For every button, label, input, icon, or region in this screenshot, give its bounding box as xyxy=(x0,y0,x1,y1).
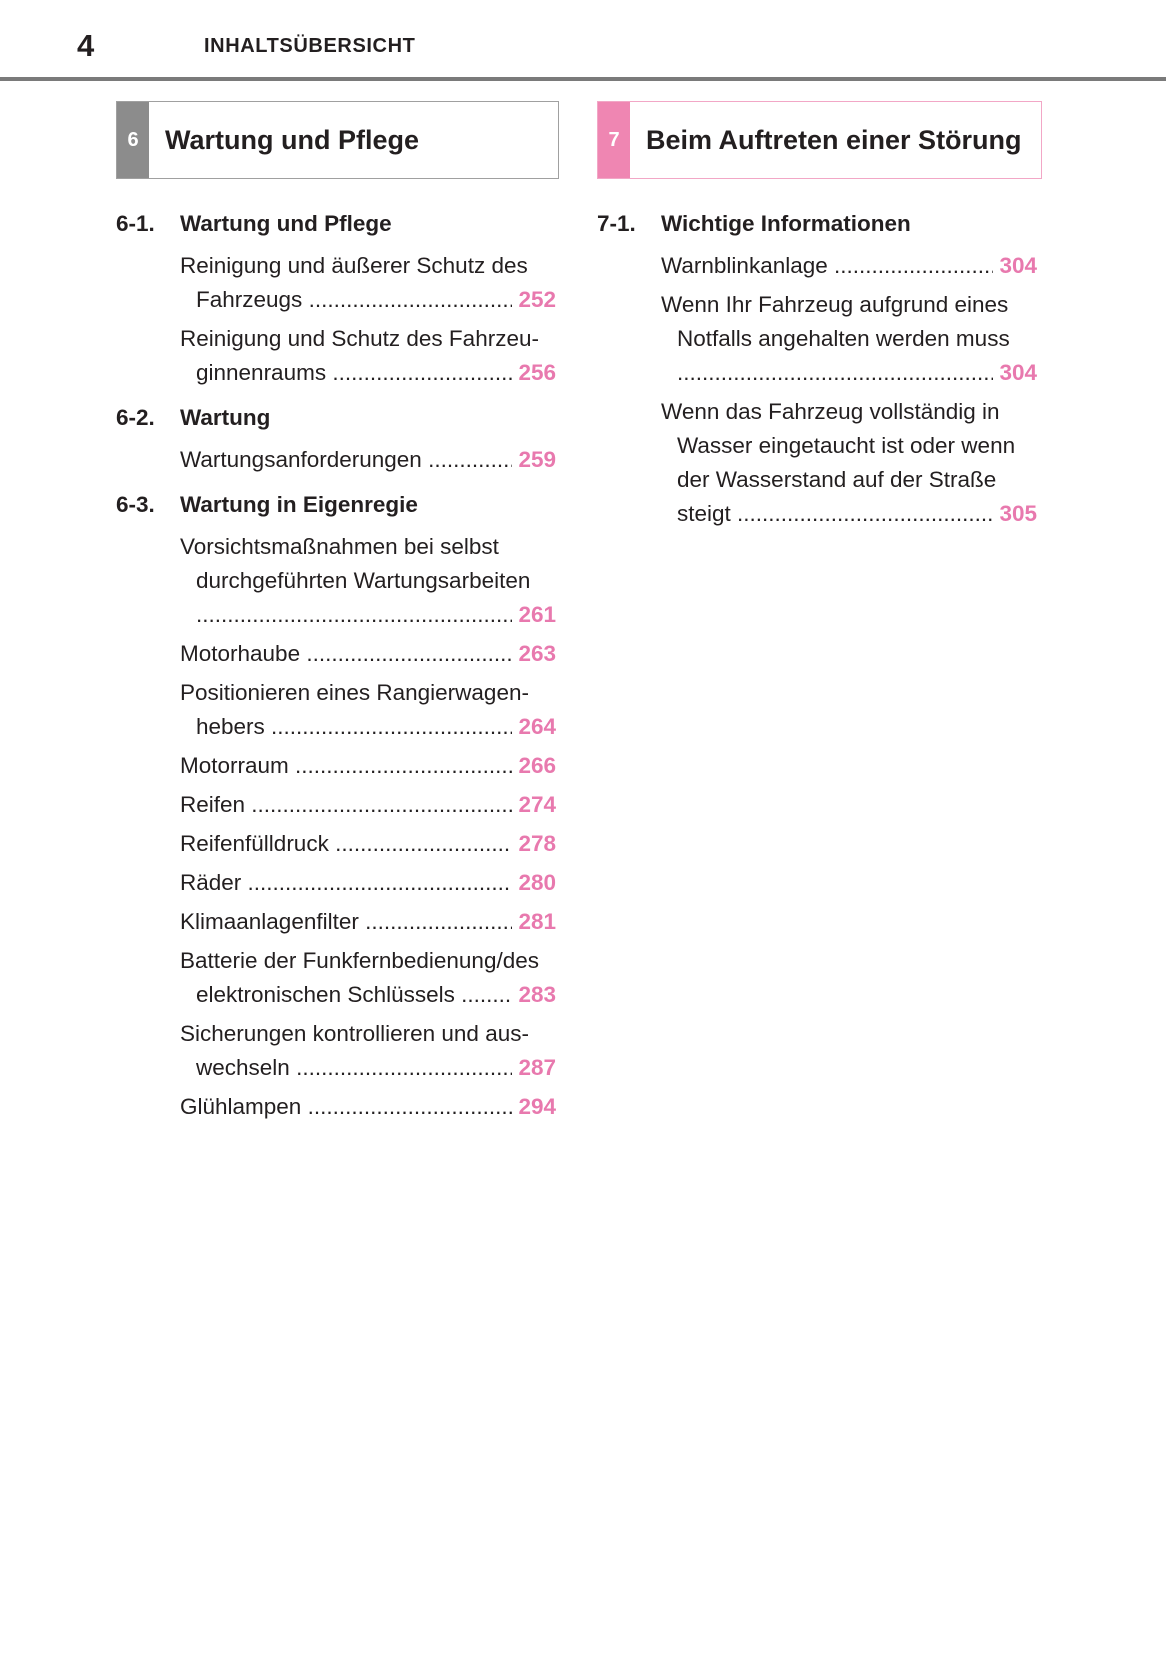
section-heading xyxy=(597,204,1037,244)
entry-text-line: Vorsichtsmaßnahmen bei selbst xyxy=(180,534,499,559)
page-reference-link[interactable]: 274 xyxy=(518,792,556,817)
page-reference-link[interactable]: 264 xyxy=(518,714,556,739)
page-reference-link[interactable]: 256 xyxy=(518,360,556,385)
section-title: Wartung xyxy=(180,405,271,430)
toc-entry[interactable] xyxy=(661,249,1037,283)
page-reference-link[interactable]: 281 xyxy=(518,909,556,934)
section-heading xyxy=(116,398,556,438)
chapter-7-title: Beim Auftreten einer Störung xyxy=(646,124,1022,155)
entry-last-line xyxy=(180,866,556,900)
entry-title-with-leader: Reifen ..... xyxy=(180,788,512,822)
entry-title-with-leader: Klimaanlagenfilter ..... xyxy=(180,905,512,939)
entry-title-with-leader: ginnenraums ..... xyxy=(196,356,512,390)
entry-title-with-leader xyxy=(677,356,993,390)
entry-last-line xyxy=(661,249,1037,283)
entry-title-with-leader: Motorhaube ..... xyxy=(180,637,512,671)
page-number: 4 xyxy=(77,28,95,63)
section-number: 6-2. xyxy=(116,405,155,430)
toc-entry[interactable] xyxy=(180,530,556,632)
toc-entry[interactable] xyxy=(180,443,556,477)
toc-entry[interactable] xyxy=(661,395,1037,531)
entry-title-with-leader: elektronischen Schlüssels ..... xyxy=(196,978,512,1012)
section-number: 6-3. xyxy=(116,492,155,517)
toc-entry[interactable] xyxy=(180,866,556,900)
page-reference-link[interactable]: 263 xyxy=(518,641,556,666)
entry-last-line xyxy=(180,598,556,632)
section-title: Wartung in Eigenregie xyxy=(180,492,418,517)
entry-last-line xyxy=(180,1051,556,1085)
section-title: Wartung und Pflege xyxy=(180,211,392,236)
entry-last-line xyxy=(180,978,556,1012)
entry-last-line xyxy=(180,905,556,939)
page-reference-link[interactable]: 259 xyxy=(518,447,556,472)
section-number: 6-1. xyxy=(116,211,155,236)
entry-text-line: Batterie der Funkfernbedienung/des xyxy=(180,948,539,973)
entry-text-line: Sicherungen kontrollieren und aus- xyxy=(180,1021,529,1046)
toc-entry[interactable] xyxy=(180,322,556,390)
section-number: 7-1. xyxy=(597,211,636,236)
entry-title-with-leader: Motorraum ..... xyxy=(180,749,512,783)
page-reference-link[interactable]: 304 xyxy=(999,360,1037,385)
entry-text-line: der Wasserstand auf der Straße xyxy=(677,467,997,492)
page-reference-link[interactable]: 305 xyxy=(999,501,1037,526)
chapter-6-heading[interactable] xyxy=(116,101,559,179)
entry-text-line: Reinigung und äußerer Schutz des xyxy=(180,253,528,278)
entry-text-line: Positionieren eines Rangierwagen- xyxy=(180,680,529,705)
entry-title-with-leader: hebers ..... xyxy=(196,710,512,744)
page-reference-link[interactable]: 261 xyxy=(518,602,556,627)
entry-title-with-leader xyxy=(196,598,512,632)
entry-text-line: Wenn das Fahrzeug vollständig in xyxy=(661,399,1000,424)
toc-entry[interactable] xyxy=(180,1090,556,1124)
entry-title-with-leader: Fahrzeugs ..... xyxy=(196,283,512,317)
toc-entry[interactable] xyxy=(180,249,556,317)
section-heading xyxy=(116,485,556,525)
page-reference-link[interactable]: 287 xyxy=(518,1055,556,1080)
page-header xyxy=(0,0,1166,82)
page-reference-link[interactable]: 266 xyxy=(518,753,556,778)
entry-title-with-leader: Glühlampen ..... xyxy=(180,1090,512,1124)
entry-last-line xyxy=(180,827,556,861)
entry-last-line xyxy=(180,637,556,671)
toc-entry[interactable] xyxy=(180,749,556,783)
entry-last-line xyxy=(180,710,556,744)
entry-last-line xyxy=(180,1090,556,1124)
page-reference-link[interactable]: 252 xyxy=(518,287,556,312)
toc-entry[interactable] xyxy=(180,944,556,1012)
entry-text-line: Reinigung und Schutz des Fahrzeu- xyxy=(180,326,539,351)
chapter-6-number-tab: 6 xyxy=(117,102,149,178)
section-heading xyxy=(116,204,556,244)
toc-entry[interactable] xyxy=(180,1017,556,1085)
section-title: Wichtige Informationen xyxy=(661,211,911,236)
entry-title-with-leader: Reifenfülldruck ..... xyxy=(180,827,512,861)
toc-entry[interactable] xyxy=(180,788,556,822)
page-reference-link[interactable]: 278 xyxy=(518,831,556,856)
toc-entry[interactable] xyxy=(180,905,556,939)
entry-last-line xyxy=(180,443,556,477)
page-reference-link[interactable]: 304 xyxy=(999,253,1037,278)
running-title: INHALTSÜBERSICHT xyxy=(204,35,416,57)
toc-entry[interactable] xyxy=(180,676,556,744)
toc-entry[interactable] xyxy=(180,637,556,671)
chapter-7-heading[interactable] xyxy=(597,101,1042,179)
entry-title-with-leader: Warnblinkanlage ..... xyxy=(661,249,993,283)
chapter-7-number-tab: 7 xyxy=(598,102,630,178)
chapter-7-contents xyxy=(597,204,1037,535)
entry-title-with-leader: wechseln ..... xyxy=(196,1051,512,1085)
entry-text-line: Notfalls angehalten werden muss xyxy=(677,326,1010,351)
entry-title-with-leader: Räder ..... xyxy=(180,866,512,900)
entry-last-line xyxy=(180,749,556,783)
page-reference-link[interactable]: 283 xyxy=(518,982,556,1007)
chapter-6-title: Wartung und Pflege xyxy=(165,124,419,155)
entry-last-line xyxy=(661,356,1037,390)
entry-last-line xyxy=(661,497,1037,531)
header-divider xyxy=(0,77,1166,81)
entry-last-line xyxy=(180,356,556,390)
entry-title-with-leader: steigt ..... xyxy=(677,497,993,531)
page-reference-link[interactable]: 294 xyxy=(518,1094,556,1119)
entry-text-line: durchgeführten Wartungsarbeiten xyxy=(196,568,531,593)
page-reference-link[interactable]: 280 xyxy=(518,870,556,895)
chapter-6-contents xyxy=(116,204,556,1128)
entry-title-with-leader: Wartungsanforderungen ..... xyxy=(180,443,512,477)
toc-entry[interactable] xyxy=(661,288,1037,390)
entry-text-line: Wasser eingetaucht ist oder wenn xyxy=(677,433,1016,458)
entry-text-line: Wenn Ihr Fahrzeug aufgrund eines xyxy=(661,292,1009,317)
entry-last-line xyxy=(180,788,556,822)
entry-last-line xyxy=(180,283,556,317)
toc-entry[interactable] xyxy=(180,827,556,861)
